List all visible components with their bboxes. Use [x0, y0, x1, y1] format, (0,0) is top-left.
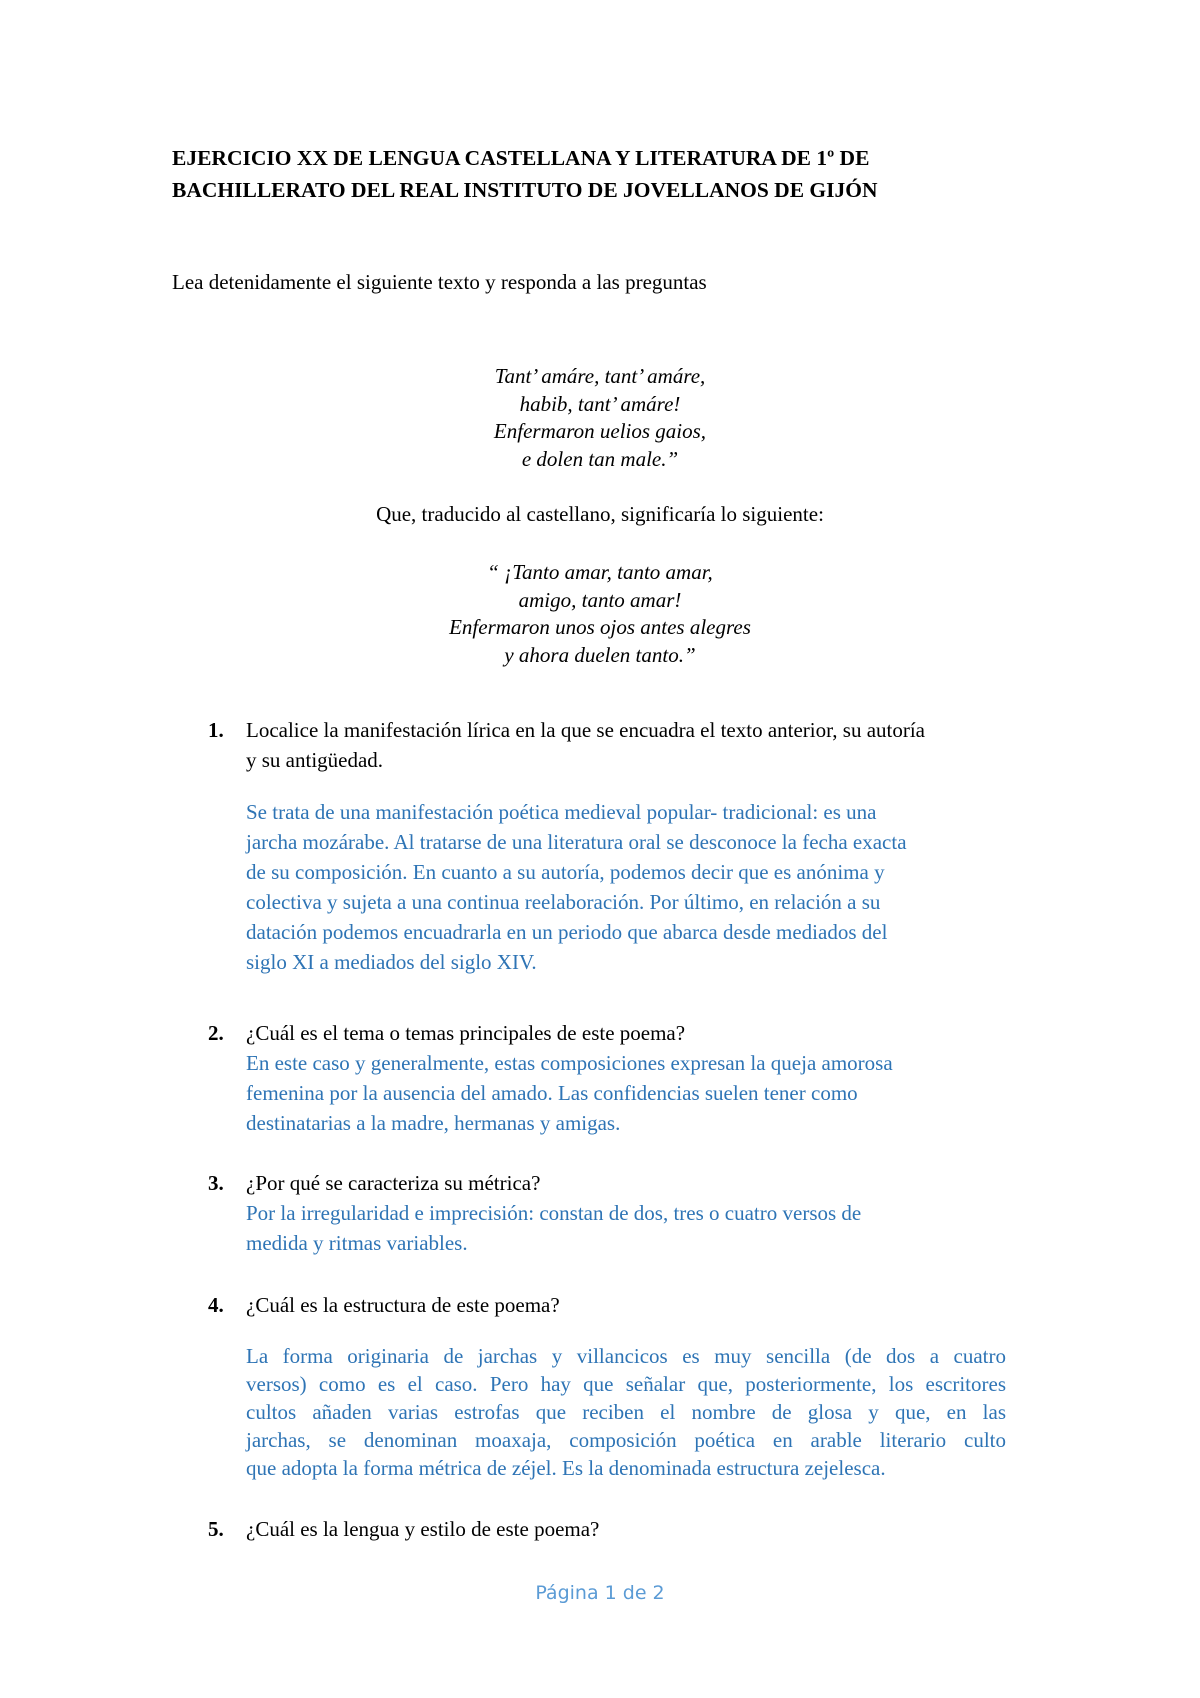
- poem-verse: e dolen tan male.”: [521, 446, 679, 471]
- question-line: Localice la manifestación lírica en la que se encuadra el texto anterior, su autoría: [246, 718, 926, 742]
- page-footer: Página 1 de 2: [535, 1582, 665, 1604]
- answer-line: que adopta la forma métrica de zéjel. Es la denominada estructura zejelesca.: [246, 1456, 886, 1480]
- question-text: [246, 1514, 1038, 1544]
- answer-text: [246, 797, 1038, 977]
- answer-line: jarchas, se denominan moaxaja, composición poética en arable literario culto: [246, 1428, 1006, 1452]
- question-number: 3.: [208, 1171, 224, 1195]
- title-line-2: BACHILLERATO DEL REAL INSTITUTO DE JOVELLANOS DE GIJÓN: [172, 178, 878, 202]
- question-text: [246, 1018, 1038, 1048]
- answer-text: [246, 1048, 1038, 1138]
- instruction-text: Lea detenidamente el siguiente texto y responda a las preguntas: [172, 270, 707, 294]
- answer-line: versos) como es el caso. Pero hay que señalar que, posteriormente, los escritores: [246, 1372, 1006, 1396]
- answer-text: [246, 1342, 1006, 1482]
- question-text: [246, 1290, 1038, 1320]
- answer-line: jarcha mozárabe. Al tratarse de una literatura oral se desconoce la fecha exacta: [246, 830, 907, 854]
- answer-line: medida y ritmas variables.: [246, 1231, 468, 1255]
- answer-line: La forma originaria de jarchas y villancicos es muy sencilla (de dos a cuatro: [246, 1344, 1006, 1368]
- poem-verse: y ahora duelen tanto.”: [504, 642, 696, 667]
- question-item: [208, 1290, 1038, 1482]
- question-number: 4.: [208, 1293, 224, 1317]
- answer-line: cultos añaden varias estrofas que reciben el nombre de glosa y que, en las: [246, 1400, 1006, 1424]
- question-number: 5.: [208, 1517, 224, 1541]
- title-line-1: EJERCICIO XX DE LENGUA CASTELLANA Y LITERATURA DE 1º DE: [172, 146, 870, 170]
- question-item: [208, 1018, 1038, 1138]
- answer-line: Se trata de una manifestación poética medieval popular- tradicional: es una: [246, 800, 877, 824]
- answer-line: destinatarias a la madre, hermanas y amigas.: [246, 1111, 621, 1135]
- question-line: ¿Cuál es el tema o temas principales de este poema?: [246, 1021, 686, 1045]
- answer-line: datación podemos encuadrarla en un periodo que abarca desde mediados del: [246, 920, 888, 944]
- poem-original: [0, 363, 1200, 473]
- question-line: ¿Cuál es la lengua y estilo de este poema?: [246, 1517, 600, 1541]
- question-line: ¿Cuál es la estructura de este poema?: [246, 1293, 560, 1317]
- document-title: [172, 142, 1072, 206]
- question-text: [246, 1168, 1038, 1198]
- answer-line: femenina por la ausencia del amado. Las confidencias suelen tener como: [246, 1081, 858, 1105]
- answer-line: colectiva y sujeta a una continua reelaboración. Por último, en relación a su: [246, 890, 881, 914]
- answer-line: En este caso y generalmente, estas composiciones expresan la queja amorosa: [246, 1051, 893, 1075]
- answer-line: siglo XI a mediados del siglo XIV.: [246, 950, 537, 974]
- poem-verse: “ ¡Tanto amar, tanto amar,: [487, 560, 713, 584]
- question-item: [208, 1168, 1038, 1258]
- question-text: [246, 715, 1038, 775]
- question-line: y su antigüedad.: [246, 748, 384, 772]
- poem-translation: [0, 559, 1200, 669]
- question-number: 1.: [208, 718, 224, 742]
- poem-verse: Tant’ amáre, tant’ amáre,: [494, 364, 706, 388]
- poem-verse: Enfermaron unos ojos antes alegres: [449, 615, 751, 639]
- question-number: 2.: [208, 1021, 224, 1045]
- poem-verse: habib, tant’ amáre!: [519, 391, 681, 416]
- translation-intro: Que, traducido al castellano, significaría lo siguiente:: [376, 502, 824, 526]
- answer-line: Por la irregularidad e imprecisión: constan de dos, tres o cuatro versos de: [246, 1201, 862, 1225]
- poem-verse: Enfermaron uelios gaios,: [493, 419, 707, 443]
- question-item: [208, 715, 1038, 977]
- question-line: ¿Por qué se caracteriza su métrica?: [246, 1171, 541, 1195]
- answer-text: [246, 1198, 1038, 1258]
- question-item: [208, 1514, 1038, 1544]
- answer-line: de su composición. En cuanto a su autoría, podemos decir que es anónima y: [246, 860, 885, 884]
- poem-verse: amigo, tanto amar!: [518, 587, 682, 612]
